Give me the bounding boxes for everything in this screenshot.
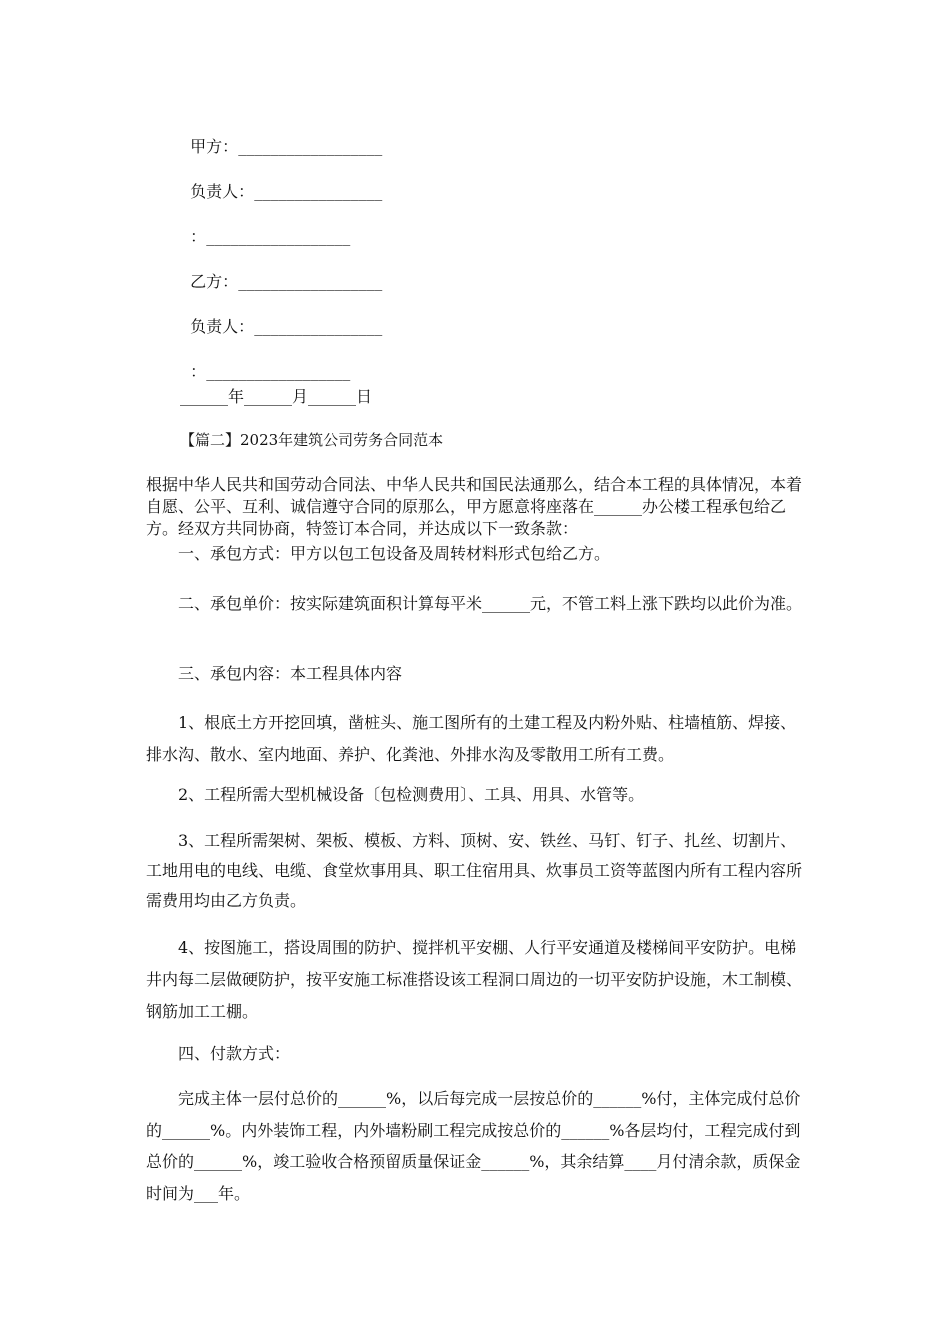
section-title: 【篇二】2023年建筑公司劳务合同范本 (180, 431, 444, 449)
clause-scope-heading: 三、承包内容：本工程具体内容 (178, 664, 403, 683)
party-b-representative-blank: ________________ (254, 317, 383, 336)
clause-payment-text: 完成主体一层付总价的______%，以后每完成一层按总价的______%付，主体完成付总价的______%。内外装饰工程，内外墙粉刷工程完成按总价的______%各层均付，工程完成付到总价的______%，竣工验收合格预留质量保证金______%，其余结算____月付清余款，质保金时间为___年。 (146, 1089, 801, 1203)
party-b-representative-label: 负责人： (190, 317, 255, 336)
party-a-extra-line (180, 207, 350, 247)
party-a-label: 甲方： (190, 137, 239, 156)
clause-scope-item-2: 2、工程所需大型机械设备〔包检测费用〕、工具、用具、水管等。 (178, 785, 645, 804)
clause-scope-item-1: 1、根底土方开挖回填，凿桩头、施工图所有的土建工程及内粉外贴、柱墙植筋、焊接、排水沟、散水、室内地面、养护、化粪池、外排水沟及零散用工所有工费。 (146, 713, 797, 764)
intro-paragraph: 根据中华人民共和国劳动合同法、中华人民共和国民法通那么，结合本工程的具体情况，本着自愿、公平、互利、诚信遵守合同的原那么，甲方愿意将座落在______办公楼工程承包给乙方。经双方共同协商，特签订本合同，并达成以下一致条款： (146, 475, 803, 538)
clause-unit-price: 二、承包单价：按实际建筑面积计算每平米______元，不管工料上涨下跌均以此价为准。 (178, 594, 803, 613)
party-a-extra-blank: __________________ (206, 227, 351, 246)
party-b-extra-label: ： (190, 362, 207, 381)
party-a-representative-label: 负责人： (190, 182, 255, 201)
clause-scope-item-3: 3、工程所需架树、架板、模板、方料、顶树、安、铁丝、马钉、钉子、扎丝、切割片、工地用电的电线、电缆、食堂炊事用具、职工住宿用具、炊事员工资等蓝图内所有工程内容所需费用均由乙方负责。 (146, 831, 803, 910)
party-b-blank: __________________ (238, 272, 383, 291)
date-line: ______年______月______日 (180, 387, 373, 406)
party-a-blank: __________________ (238, 137, 383, 156)
clause-scope-item-4: 4、按图施工，搭设周围的防护、搅拌机平安棚、人行平安通道及楼梯间平安防护。电梯井内每二层做硬防护，按平安施工标准搭设该工程洞口周边的一切平安防护设施，木工制模、钢筋加工工棚。 (146, 938, 803, 1021)
clause-contract-method: 一、承包方式：甲方以包工包设备及周转材料形式包给乙方。 (178, 544, 611, 563)
party-a-extra-label: ： (190, 227, 207, 246)
party-b-line (180, 252, 382, 292)
party-b-extra-blank: __________________ (206, 362, 351, 381)
clause-payment-heading: 四、付款方式： (178, 1044, 291, 1063)
party-a-line (180, 117, 382, 157)
party-b-representative-line (180, 297, 382, 337)
party-a-representative-blank: ________________ (254, 182, 383, 201)
party-b-extra-line (180, 342, 350, 382)
party-a-representative-line (180, 162, 382, 202)
party-b-label: 乙方： (190, 272, 239, 291)
